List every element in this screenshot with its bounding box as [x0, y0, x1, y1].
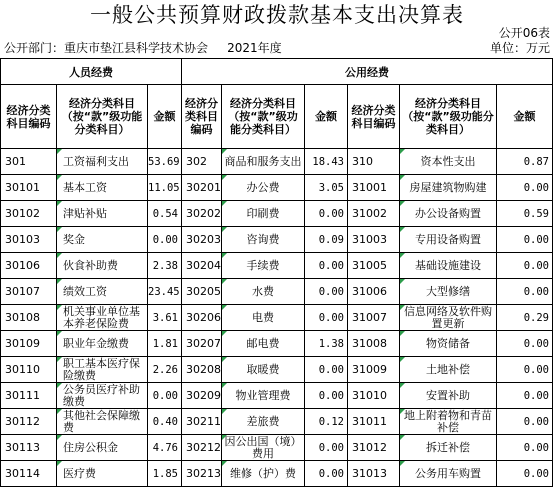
item-code-cell: 310 [348, 149, 400, 175]
unit-label: 单位：万元 [489, 41, 550, 55]
item-name-cell: 地上附着物和青苗补偿 [400, 409, 497, 435]
item-name-cell: 印刷费 [222, 201, 305, 227]
amount-cell: 4.76 [148, 435, 182, 461]
item-name-cell: 专用设备购置 [400, 227, 497, 253]
item-code-cell: 30207 [182, 331, 222, 357]
item-code-cell: 30103 [1, 227, 57, 253]
item-name-cell: 物资储备 [400, 331, 497, 357]
amount-cell: 0.87 [497, 149, 553, 175]
item-code-cell: 31001 [348, 175, 400, 201]
amount-cell: 0.00 [305, 279, 348, 305]
amount-cell: 0.59 [497, 201, 553, 227]
amount-cell: 0.29 [497, 305, 553, 331]
item-code-cell: 302 [182, 149, 222, 175]
amount-cell: 0.00 [305, 253, 348, 279]
amount-cell: 0.00 [497, 331, 553, 357]
item-name-cell: 维修（护）费 [222, 461, 305, 487]
code-column-header: 经济分类科目编码 [1, 85, 57, 149]
amount-cell: 2.26 [148, 357, 182, 383]
item-code-cell: 31002 [348, 201, 400, 227]
amount-cell: 0.00 [305, 305, 348, 331]
code-column-header: 经济分类科目编码 [182, 85, 222, 149]
table-row [1, 175, 553, 201]
item-code-cell: 30108 [1, 305, 57, 331]
item-name-cell: 职工基本医疗保险缴费 [57, 357, 148, 383]
item-code-cell: 30202 [182, 201, 222, 227]
amount-cell: 3.05 [305, 175, 348, 201]
amount-cell: 0.00 [305, 461, 348, 487]
amount-column-header: 金额 [305, 85, 348, 149]
item-code-cell: 30109 [1, 331, 57, 357]
item-name-cell: 取暖费 [222, 357, 305, 383]
item-name-cell: 办公设备购置 [400, 201, 497, 227]
item-name-cell: 工资福利支出 [57, 149, 148, 175]
department-year: 公开部门：重庆市垫江县科学技术协会 2021年度 [4, 41, 282, 55]
item-code-cell: 30112 [1, 409, 57, 435]
item-name-cell: 绩效工资 [57, 279, 148, 305]
item-code-cell: 31005 [348, 253, 400, 279]
item-code-cell: 30206 [182, 305, 222, 331]
item-name-cell: 津贴补贴 [57, 201, 148, 227]
table-row [1, 227, 553, 253]
amount-cell: 0.00 [497, 435, 553, 461]
item-code-cell: 30212 [182, 435, 222, 461]
personnel-section-header: 人员经费 [1, 59, 182, 85]
item-code-cell: 31012 [348, 435, 400, 461]
item-name-cell: 商品和服务支出 [222, 149, 305, 175]
item-code-cell: 30204 [182, 253, 222, 279]
amount-cell: 0.00 [305, 201, 348, 227]
item-name-cell: 公务用车购置 [400, 461, 497, 487]
item-name-cell: 咨询费 [222, 227, 305, 253]
amount-cell: 2.38 [148, 253, 182, 279]
table-row [1, 149, 553, 175]
amount-cell: 0.00 [148, 227, 182, 253]
item-code-cell: 31009 [348, 357, 400, 383]
item-code-cell: 30201 [182, 175, 222, 201]
item-code-cell: 31008 [348, 331, 400, 357]
amount-cell: 1.81 [148, 331, 182, 357]
item-name-cell: 水费 [222, 279, 305, 305]
item-code-cell: 30209 [182, 383, 222, 409]
item-code-cell: 31003 [348, 227, 400, 253]
item-name-cell: 资本性支出 [400, 149, 497, 175]
item-name-cell: 奖金 [57, 227, 148, 253]
item-name-cell: 职业年金缴费 [57, 331, 148, 357]
amount-cell: 0.00 [497, 409, 553, 435]
amount-cell: 0.00 [497, 175, 553, 201]
item-code-cell: 30114 [1, 461, 57, 487]
item-code-cell: 31013 [348, 461, 400, 487]
item-name-cell: 邮电费 [222, 331, 305, 357]
amount-cell: 0.00 [148, 383, 182, 409]
item-code-cell: 30213 [182, 461, 222, 487]
item-code-cell: 30111 [1, 383, 57, 409]
name-column-header: 经济分类科目（按“款”级功能分类科目） [400, 85, 497, 149]
amount-cell: 0.00 [305, 357, 348, 383]
item-name-cell: 拆迁补偿 [400, 435, 497, 461]
item-code-cell: 31007 [348, 305, 400, 331]
item-name-cell: 安置补助 [400, 383, 497, 409]
item-name-cell: 基础设施建设 [400, 253, 497, 279]
item-name-cell: 土地补偿 [400, 357, 497, 383]
table-container [0, 58, 554, 493]
item-name-cell: 基本工资 [57, 175, 148, 201]
item-name-cell: 办公费 [222, 175, 305, 201]
amount-cell: 0.00 [497, 383, 553, 409]
expenditure-table [0, 58, 553, 487]
amount-cell: 0.00 [497, 253, 553, 279]
amount-cell: 0.00 [497, 461, 553, 487]
amount-cell: 0.00 [305, 435, 348, 461]
item-code-cell: 30107 [1, 279, 57, 305]
amount-cell: 0.40 [148, 409, 182, 435]
amount-cell: 23.45 [148, 279, 182, 305]
item-name-cell: 因公出国（境）费用 [222, 435, 305, 461]
item-name-cell: 医疗费 [57, 461, 148, 487]
amount-cell: 18.43 [305, 149, 348, 175]
item-name-cell: 公务员医疗补助缴费 [57, 383, 148, 409]
item-name-cell: 其他社会保障缴费 [57, 409, 148, 435]
item-name-cell: 大型修缮 [400, 279, 497, 305]
name-column-header: 经济分类科目（按“款”级功能分类科目） [222, 85, 305, 149]
item-code-cell: 30208 [182, 357, 222, 383]
amount-cell: 3.61 [148, 305, 182, 331]
amount-cell: 0.12 [305, 409, 348, 435]
item-name-cell: 伙食补助费 [57, 253, 148, 279]
table-row [1, 409, 553, 435]
code-column-header: 经济分类科目编码 [348, 85, 400, 149]
amount-cell: 53.69 [148, 149, 182, 175]
item-code-cell: 301 [1, 149, 57, 175]
public-section-header: 公用经费 [182, 59, 553, 85]
item-code-cell: 31010 [348, 383, 400, 409]
table-row [1, 357, 553, 383]
form-number: 公开06表 [498, 26, 550, 40]
item-code-cell: 31006 [348, 279, 400, 305]
item-name-cell: 信息网络及软件购置更新 [400, 305, 497, 331]
table-row [1, 279, 553, 305]
amount-cell: 1.38 [305, 331, 348, 357]
item-code-cell: 31011 [348, 409, 400, 435]
item-name-cell: 机关事业单位基本养老保险费 [57, 305, 148, 331]
item-code-cell: 30106 [1, 253, 57, 279]
table-row [1, 383, 553, 409]
amount-cell: 0.00 [497, 357, 553, 383]
amount-cell: 1.85 [148, 461, 182, 487]
amount-column-header: 金额 [148, 85, 182, 149]
item-code-cell: 30203 [182, 227, 222, 253]
item-code-cell: 30110 [1, 357, 57, 383]
table-row [1, 305, 553, 331]
item-name-cell: 手续费 [222, 253, 305, 279]
item-name-cell: 房屋建筑物购建 [400, 175, 497, 201]
amount-column-header: 金额 [497, 85, 553, 149]
amount-cell: 0.00 [497, 227, 553, 253]
amount-cell: 11.05 [148, 175, 182, 201]
item-code-cell: 30205 [182, 279, 222, 305]
table-body [1, 149, 553, 487]
item-code-cell: 30211 [182, 409, 222, 435]
amount-cell: 0.09 [305, 227, 348, 253]
item-code-cell: 30102 [1, 201, 57, 227]
item-code-cell: 30101 [1, 175, 57, 201]
item-name-cell: 物业管理费 [222, 383, 305, 409]
item-name-cell: 电费 [222, 305, 305, 331]
table-row [1, 201, 553, 227]
name-column-header: 经济分类科目（按“款”级功能分类科目） [57, 85, 148, 149]
item-code-cell: 30113 [1, 435, 57, 461]
table-row [1, 253, 553, 279]
table-row [1, 461, 553, 487]
amount-cell: 0.00 [305, 383, 348, 409]
amount-cell: 0.00 [497, 279, 553, 305]
item-name-cell: 差旅费 [222, 409, 305, 435]
table-row [1, 331, 553, 357]
report-title: 一般公共预算财政拨款基本支出决算表 [90, 3, 464, 27]
amount-cell: 0.54 [148, 201, 182, 227]
item-name-cell: 住房公积金 [57, 435, 148, 461]
table-row [1, 435, 553, 461]
